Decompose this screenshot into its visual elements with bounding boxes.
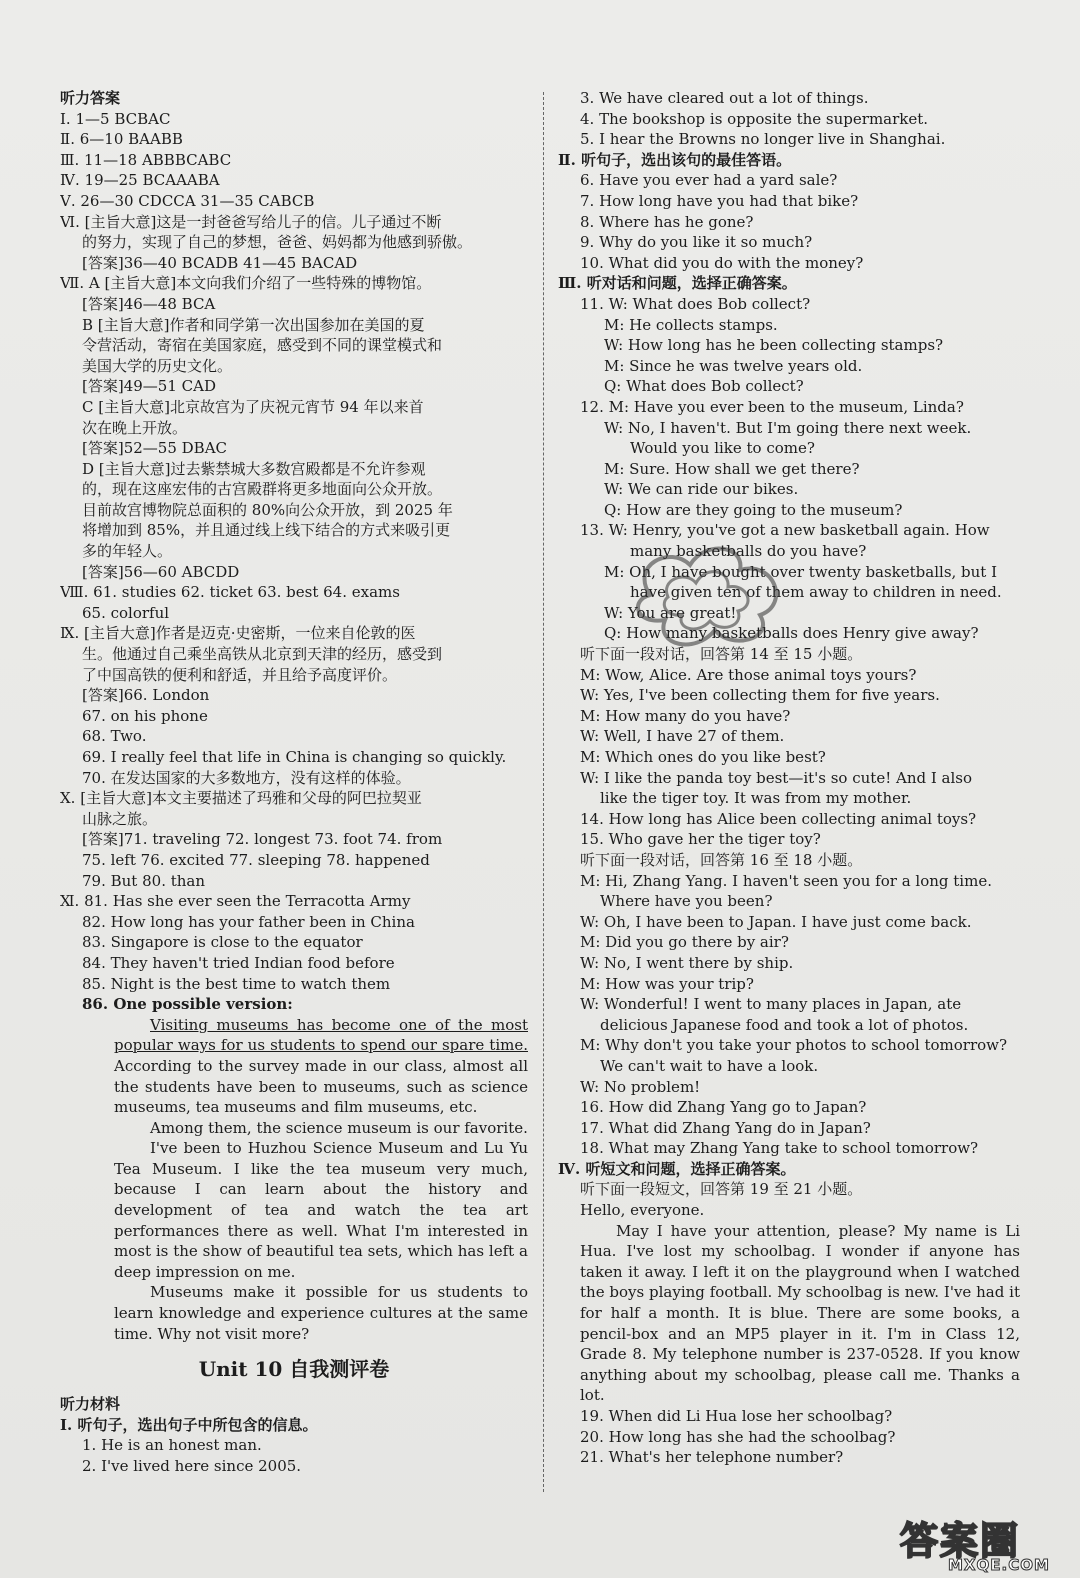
dialogue-line: delicious Japanese food and took a lot of photos. [600, 1015, 969, 1034]
answer-line: 82. How long has your father been in China [82, 912, 415, 931]
material-line: 1. He is an honest man. [82, 1436, 262, 1455]
answer-line: 75. left 76. excited 77. sleeping 78. happened [82, 850, 430, 869]
instruction-line: 听下面一段对话，回答第 14 至 15 小题。 [580, 645, 863, 664]
answer-line: 69. I really feel that life in China is changing so quickly. [82, 748, 507, 766]
dialogue-line: M: Since he was twelve years old. [604, 356, 863, 375]
logo-url: MXQE.COM [948, 1556, 1050, 1574]
dialogue-line: W: No, I haven't. But I'm going there next week. [604, 418, 972, 437]
summary-line: 令营活动，寄宿在美国家庭，感受到不同的课堂模式和 [82, 336, 443, 355]
summary-line: 多的年轻人。 [82, 542, 173, 561]
dialogue-line: like the tiger toy. It was from my mother. [600, 789, 912, 808]
dialogue-line: 11. W: What does Bob collect? [580, 294, 811, 313]
question-line: 16. How did Zhang Yang go to Japan? [580, 1098, 867, 1117]
summary-line: 目前故宫博物院总面积的 80%向公众开放，到 2025 年 [82, 500, 453, 519]
summary-line: Ⅸ. [主旨大意]作者是迈克·史密斯，一位来自伦敦的医 [60, 624, 416, 643]
dialogue-line: M: Did you go there by air? [580, 933, 789, 952]
dialogue-line: Q: What does Bob collect? [604, 377, 804, 396]
dialogue-line: Would you like to come? [630, 439, 815, 458]
section-heading: Ⅳ. 听短文和问题，选择正确答案。 [558, 1159, 796, 1178]
dialogue-line: M: Which ones do you like best? [580, 748, 826, 766]
answer-line: [答案]36—40 BCADB 41—45 BACAD [82, 253, 358, 272]
summary-line: C [主旨大意]北京故宫为了庆祝元宵节 94 年以来首 [82, 397, 424, 416]
answer-line: Ⅱ. 6—10 BAABB [60, 130, 183, 149]
dialogue-line: 13. W: Henry, you've got a new basketball again. How [580, 521, 990, 540]
question-line: 17. What did Zhang Yang do in Japan? [580, 1118, 871, 1137]
dialogue-line: W: We can ride our bikes. [604, 480, 799, 499]
material-header: 听力材料 [60, 1395, 121, 1414]
answer-line: [答案]71. traveling 72. longest 73. foot 74. from [82, 830, 443, 849]
answer-line: [答案]56—60 ABCDD [82, 562, 240, 581]
right-column [558, 88, 1020, 1468]
summary-line: Ⅵ. [主旨大意]这是一封爸爸写给儿子的信。儿子通过不断 [60, 212, 442, 231]
dialogue-line: W: Wonderful! I went to many places in Japan, ate [580, 995, 962, 1014]
answer-line: [答案]46—48 BCA [82, 294, 216, 313]
answer-line: Ⅲ. 11—18 ABBBCABC [60, 150, 232, 169]
essay-label: 86. One possible version: [82, 995, 293, 1014]
sample-essay [60, 1015, 528, 1345]
dialogue-line: M: He collects stamps. [604, 315, 778, 334]
dialogue-line: M: Wow, Alice. Are those animal toys yours? [580, 665, 917, 684]
dialogue-line: 12. M: Have you ever been to the museum, Linda? [580, 397, 964, 416]
answer-line: Ⅴ. 26—30 CDCCA 31—35 CABCB [60, 191, 315, 210]
essay-paragraph: I've been to Huzhou Science Museum and Lu Yu Tea Museum. I like the tea museum very much, because I can learn about the history and development of tea and watch the tea art performances there as well. What I'm interested in most is the show of beautiful tea sets, which has left a deep impression on me. [114, 1139, 528, 1281]
material-line: 7. How long have you had that bike? [580, 191, 859, 210]
dialogue-line: Q: How are they going to the museum? [604, 500, 903, 519]
material-line: 2. I've lived here since 2005. [82, 1457, 302, 1475]
essay-paragraph: Among them, the science museum is our favorite. [150, 1118, 528, 1137]
summary-line: 的，现在这座宏伟的古宫殿群将更多地面向公众开放。 [82, 480, 443, 499]
answer-line: 67. on his phone [82, 706, 208, 725]
dialogue-line: W: How long has he been collecting stamps? [604, 336, 944, 355]
dialogue-line: Where have you been? [600, 892, 773, 911]
material-line: 4. The bookshop is opposite the supermarket. [580, 109, 929, 128]
essay-paragraph: Museums make it possible for us students to learn knowledge and experience cultures at the same time. Why not visit more? [114, 1283, 528, 1343]
summary-line: 生。他通过自己乘坐高铁从北京到天津的经历，感受到 [82, 645, 443, 664]
material-line: 3. We have cleared out a lot of things. [580, 89, 869, 107]
material-line: 8. Where has he gone? [580, 212, 754, 231]
question-line: 21. What's her telephone number? [580, 1448, 844, 1467]
unit-title: Unit 10 自我测评卷 [198, 1357, 390, 1382]
answer-line: [答案]52—55 DBAC [82, 439, 228, 458]
essay-text: According to the survey made in our class, almost all the students have been to museums, such as science museums, tea museums and film museums, etc. [114, 1056, 528, 1117]
answer-line: Ⅷ. 61. studies 62. ticket 63. best 64. exams [60, 583, 400, 602]
summary-line: 美国大学的历史文化。 [82, 356, 233, 375]
question-line: 20. How long has she had the schoolbag? [580, 1427, 896, 1446]
stamp-watermark [610, 535, 810, 655]
summary-line: D [主旨大意]过去紫禁城大多数宫殿都是不允许参观 [82, 459, 426, 478]
summary-line: B [主旨大意]作者和同学第一次出国参加在美国的夏 [82, 315, 425, 334]
answer-line: 85. Night is the best time to watch them [82, 974, 391, 993]
section-heading: Ⅰ. 听句子，选出句子中所包含的信息。 [60, 1415, 318, 1434]
dialogue-line: M: Sure. How shall we get there? [604, 459, 860, 478]
site-logo-watermark [900, 1510, 1070, 1574]
essay-paragraph [114, 1015, 528, 1118]
material-line: 5. I hear the Browns no longer live in Shanghai. [580, 130, 946, 149]
material-line: 10. What did you do with the money? [580, 253, 864, 272]
answer-line: Ⅺ. 81. Has she ever seen the Terracotta Army [60, 892, 411, 911]
question-line: 15. Who gave her the tiger toy? [580, 830, 821, 849]
material-line: 6. Have you ever had a yard sale? [580, 171, 838, 190]
dialogue-line: M: Why don't you take your photos to school tomorrow? [580, 1036, 1008, 1055]
summary-line: 将增加到 85%，并且通过线上线下结合的方式来吸引更 [82, 521, 451, 540]
dialogue-line: many basketballs do you have? [630, 542, 867, 561]
material-line: 9. Why do you like it so much? [580, 233, 813, 252]
summary-line: 山脉之旅。 [82, 809, 158, 828]
column-divider [543, 92, 544, 1492]
dialogue-line: W: No, I went there by ship. [580, 953, 794, 972]
dialogue-line: M: Hi, Zhang Yang. I haven't seen you for a long time. [580, 871, 992, 890]
question-line: 14. How long has Alice been collecting animal toys? [580, 809, 977, 828]
summary-line: 次在晚上开放。 [82, 418, 188, 437]
dialogue-line: W: Oh, I have been to Japan. I have just come back. [580, 912, 972, 931]
dialogue-line: W: I like the panda toy best—it's so cute! And I also [580, 768, 973, 787]
summary-line: Ⅶ. A [主旨大意]本文向我们介绍了一些特殊的博物馆。 [60, 274, 432, 293]
instruction-line: 听下面一段短文，回答第 19 至 21 小题。 [580, 1180, 863, 1199]
answer-line: 79. But 80. than [82, 871, 206, 890]
dialogue-line: We can't wait to have a look. [600, 1056, 819, 1075]
section-heading: Ⅲ. 听对话和问题，选择正确答案。 [558, 274, 797, 293]
dialogue-line: W: Yes, I've been collecting them for five years. [580, 686, 940, 705]
answer-line: 65. colorful [82, 603, 170, 622]
answer-line: Ⅳ. 19—25 BCAAABA [60, 171, 220, 190]
answer-line: 68. Two. [82, 727, 147, 746]
dialogue-line: M: How many do you have? [580, 706, 791, 725]
answer-line: [答案]49—51 CAD [82, 377, 216, 396]
answer-line: 70. 在发达国家的大多数地方，没有这样的体验。 [82, 768, 411, 787]
essay-underlined-sentence: Visiting museums has become one of the most popular ways for us students to spend our spare time. [114, 1015, 528, 1055]
dialogue-line: W: You are great! [604, 603, 737, 622]
summary-line: 的努力，实现了自己的梦想，爸爸、妈妈都为他感到骄傲。 [82, 233, 473, 252]
dialogue-line: M: Oh, I have bought over twenty basketballs, but I [604, 562, 998, 581]
instruction-line: 听下面一段对话，回答第 16 至 18 小题。 [580, 850, 863, 869]
passage-paragraph: May I have your attention, please? My name is Li Hua. I've lost my schoolbag. I wonder if anyone has taken it away. I left it on the playground when I watched the boys playing football. My schoolbag is new. I've had it for half a month. It is blue. There are some books, a pencil-box and an MP5 player in it. I'm in Class 12, Grade 8. My telephone number is 237-0528. If you know anything about my schoolbag, please call me. Thanks a lot. [580, 1221, 1020, 1405]
dialogue-line: have given ten of them away to children in need. [630, 583, 1002, 602]
logo-text: 答案圈 [900, 1519, 1021, 1563]
question-line: 19. When did Li Hua lose her schoolbag? [580, 1407, 893, 1425]
answer-line: 84. They haven't tried Indian food before [82, 953, 395, 972]
answer-line: 83. Singapore is close to the equator [82, 933, 363, 952]
answers-header: 听力答案 [60, 89, 121, 107]
dialogue-line: M: How was your trip? [580, 974, 754, 993]
dialogue-line: W: Well, I have 27 of them. [580, 727, 785, 746]
passage-greeting: Hello, everyone. [580, 1201, 705, 1220]
summary-line: 了中国高铁的便利和舒适，并且给予高度评价。 [82, 665, 398, 684]
dialogue-line: W: No problem! [580, 1077, 701, 1096]
question-line: 18. What may Zhang Yang take to school tomorrow? [580, 1139, 979, 1158]
dialogue-line: Q: How many basketballs does Henry give away? [604, 624, 979, 643]
section-heading: Ⅱ. 听句子，选出该句的最佳答语。 [558, 150, 792, 169]
answer-line: [答案]66. London [82, 686, 210, 705]
left-column [60, 88, 528, 1477]
answer-line: Ⅰ. 1—5 BCBAC [60, 109, 171, 128]
summary-line: Ⅹ. [主旨大意]本文主要描述了玛雅和父母的阿巴拉契亚 [60, 789, 422, 808]
